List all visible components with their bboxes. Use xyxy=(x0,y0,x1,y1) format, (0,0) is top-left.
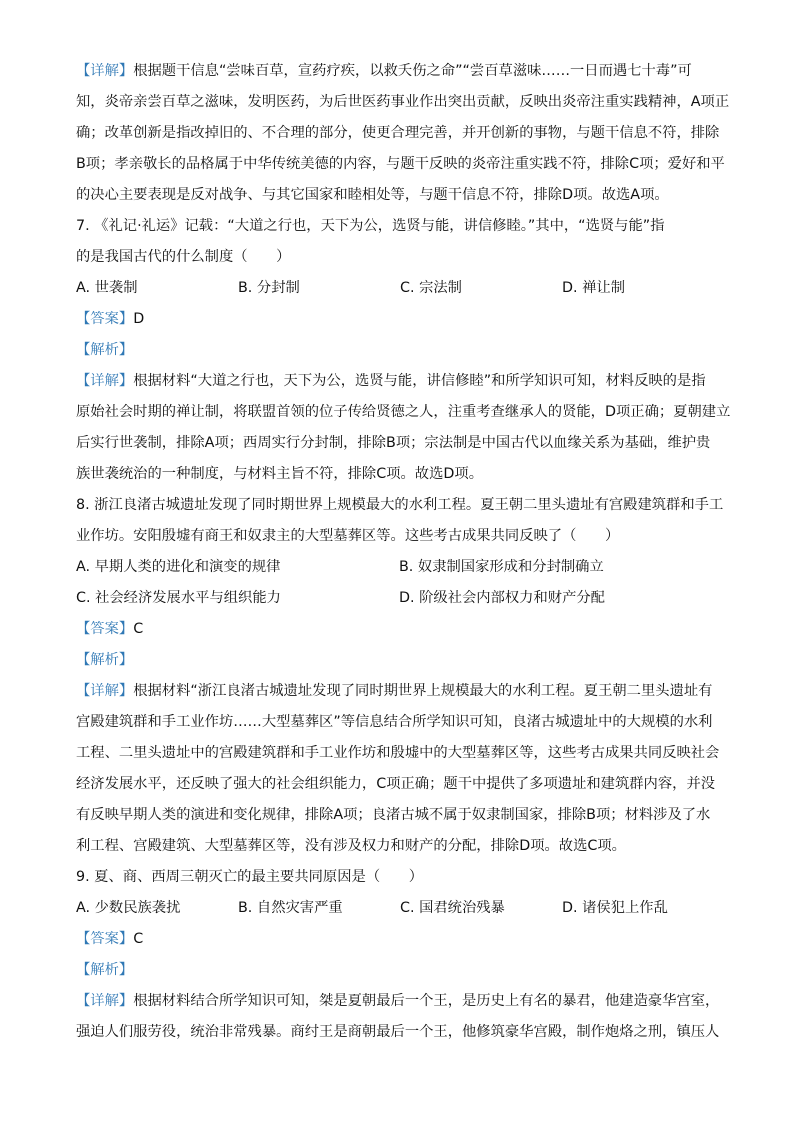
explanation-line: 确；改革创新是指改掉旧的、不合理的部分，使更合理完善，并开创新的事物，与题干信息不符，排除 xyxy=(76,125,720,141)
explanation-line: 有反映早期人类的演进和变化规律，排除A项；良渚古城不属于奴隶制国家，排除B项；材料涉及了水 xyxy=(76,807,711,823)
answer-line xyxy=(76,924,718,955)
explanation-line: 后实行世袭制，排除A项；西周实行分封制，排除B项；宗法制是中国古代以血缘关系为基础，维护贵 xyxy=(76,435,711,451)
detail-tag: 【详解】 xyxy=(76,993,134,1009)
option-c: C. 社会经济发展水平与组织能力 xyxy=(76,590,281,606)
option-a: A. 世袭制 xyxy=(76,280,138,296)
explanation-line: 知，炎帝亲尝百草之滋味，发明医药，为后世医药事业作出突出贡献，反映出炎帝注重实践精神，A项正 xyxy=(76,94,730,110)
explanation-line: 【详解】根据材料“大道之行也，天下为公，选贤与能，讲信修睦”和所学知识可知，材料反映的是指 xyxy=(76,373,706,389)
detail-tag: 【详解】 xyxy=(76,373,134,389)
explanation-line: 强迫人们服劳役，统治非常残暴。商纣王是商朝最后一个王，他修筑豪华宫殿，制作炮烙之刑，镇压人 xyxy=(76,1024,720,1040)
document-page xyxy=(76,56,731,1048)
explanation-line: 原始社会时期的禅让制，将联盟首领的位子传给贤德之人，注重考查继承人的贤能，D项正确；夏朝建立 xyxy=(76,404,731,420)
answer-value: C xyxy=(133,931,144,947)
detail-tag: 【详解】 xyxy=(76,63,134,79)
option-a: A. 少数民族袭扰 xyxy=(76,900,181,916)
option-c: C. 国君统治残暴 xyxy=(400,900,505,916)
question-8-options xyxy=(76,583,718,614)
answer-tag: 【答案】 xyxy=(76,311,134,327)
option-b: B. 自然灾害严重 xyxy=(238,900,343,916)
analysis-line xyxy=(76,335,718,366)
explanation-line: 宫殿建筑群和手工业作坊……大型墓葬区”等信息结合所学知识可知，良渚古城遗址中的大规模的水利 xyxy=(76,714,713,730)
analysis-tag: 【解析】 xyxy=(76,652,134,668)
answer-tag: 【答案】 xyxy=(76,931,134,947)
option-d: D. 阶级社会内部权力和财产分配 xyxy=(399,590,605,606)
option-c: C. 宗法制 xyxy=(400,280,462,296)
explanation-line: 经济发展水平，还反映了强大的社会组织能力，C项正确；题干中提供了多项遗址和建筑群内容，并没 xyxy=(76,776,716,792)
answer-value: C xyxy=(133,621,144,637)
explanation-line: 【详解】根据题干信息“尝味百草，宣药疗疾，以救夭伤之命”“尝百草滋味……一日而遇七十毒”可 xyxy=(76,63,692,79)
question-9-stem: 9. 夏、商、西周三朝灭亡的最主要共同原因是（ ） xyxy=(76,869,424,885)
option-b: B. 奴隶制国家形成和分封制确立 xyxy=(399,559,604,575)
analysis-tag: 【解析】 xyxy=(76,962,134,978)
option-a: A. 早期人类的进化和演变的规律 xyxy=(76,559,281,575)
question-7-options xyxy=(76,273,718,304)
question-7-stem: 的是我国古代的什么制度（ ） xyxy=(76,249,291,265)
explanation-line: B项；孝亲敬长的品格属于中华传统美德的内容，与题干反映的炎帝注重实践不符，排除C项；爱好和平 xyxy=(76,156,725,172)
explanation-line: 的决心主要表现是反对战争、与其它国家和睦相处等，与题干信息不符，排除D项。故选A项。 xyxy=(76,187,669,203)
question-9-options xyxy=(76,893,718,924)
question-8-stem: 业作坊。安阳殷墟有商王和奴隶主的大型墓葬区等。这些考古成果共同反映了（ ） xyxy=(76,528,620,544)
answer-tag: 【答案】 xyxy=(76,621,134,637)
option-d: D. 禅让制 xyxy=(562,280,625,296)
analysis-line xyxy=(76,955,718,986)
option-b: B. 分封制 xyxy=(238,280,300,296)
explanation-line: 利工程、宫殿建筑、大型墓葬区等，没有涉及权力和财产的分配，排除D项。故选C项。 xyxy=(76,838,626,854)
answer-value: D xyxy=(133,311,145,327)
explanation-line: 【详解】根据材料结合所学知识可知，桀是夏朝最后一个王，是历史上有名的暴君，他建造豪华宫室， xyxy=(76,993,720,1009)
option-d: D. 诸侯犯上作乱 xyxy=(562,900,668,916)
question-8-options xyxy=(76,552,718,583)
explanation-line: 族世袭统治的一种制度，与材料主旨不符，排除C项。故选D项。 xyxy=(76,466,484,482)
answer-line xyxy=(76,614,718,645)
explanation-line: 【详解】根据材料“浙江良渚古城遗址发现了同时期世界上规模最大的水利工程。夏王朝二里头遗址有 xyxy=(76,683,713,699)
analysis-line xyxy=(76,645,718,676)
analysis-tag: 【解析】 xyxy=(76,342,134,358)
question-7-stem: 7. 《礼记·礼运》记载：“大道之行也，天下为公，选贤与能，讲信修睦。”其中，“选贤与能”指 xyxy=(76,218,665,234)
question-8-stem: 8. 浙江良渚古城遗址发现了同时期世界上规模最大的水利工程。夏王朝二里头遗址有宫殿建筑群和手工 xyxy=(76,497,724,513)
detail-tag: 【详解】 xyxy=(76,683,134,699)
answer-line xyxy=(76,304,718,335)
explanation-line: 工程、二里头遗址中的宫殿建筑群和手工业作坊和殷墟中的大型墓葬区等，这些考古成果共同反映社会 xyxy=(76,745,720,761)
